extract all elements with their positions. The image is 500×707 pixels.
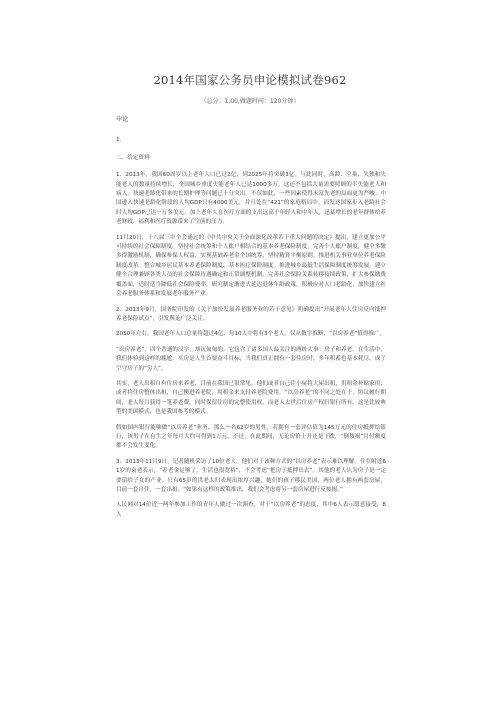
document-subtitle: （总分：1.00,做题时间：120分钟） <box>200 98 300 105</box>
question-number: 1. <box>116 137 122 144</box>
section-heading: 申论 <box>116 116 129 123</box>
paragraph: 3．2013年11月9日，记者随机采访了10位老人，他们对于该种方式的“以房养老”表示难以理解。住在附近61岁的袁老表示，“养老金足够了，生活也很宽裕”，不会考虑“把房子抵押出去”。其他的老人认为房子是一定要留给子女的产业。只有65岁的洪老太归表现出浓厚兴趣，她们的孩子移民美国，两位老人拥有两套房屋，目前一套自住，一套出租。“如果有这样的政策推出，我们会考虑将另一套房屋进行反按揭。” <box>116 458 386 493</box>
paragraph: 其实，老人出租自有住房来养老，目前在我国已很常见。他们或者自己住小屋将大屋出租，用租金补贴家用；或者将住房整体出租，自己搬进养老院，用租金来支付养老院费用。“以房养老”的不同之处在于，协议履行期间，老人每月获得一笔养老费，同时保留住房的完整使用权，而老人去世后住房产权归银行所有。这是比较典型的美国模式，也是我国参考的模式。 <box>116 380 386 416</box>
document-title: 2014年国家公务员申论模拟试卷962 <box>153 73 347 87</box>
material-heading: 二、给定资料 <box>116 154 150 161</box>
paragraph: 2050年左右，我国老年人口总量将超过4亿，每10人中将有3个老人。仅从数字推断，“以房养老”值得推广。 <box>116 331 386 338</box>
paragraph: 2．2013年9月，国务院印发的《关于加快发展养老服务业的若干意见》明确提出“开展老年人住房反向抵押养老保险试点”，引发舆论广泛关注。 <box>116 306 386 322</box>
paragraph: 人民网对14位近一两年参加工作的青年人做过一次调查，对于“以房养老”的态度，其中6人表示愿意接受，8人 <box>116 502 386 518</box>
paragraph: 假如国内银行能够做“以房养老”业务，那么一名62岁的男性，若拥有一套评估值为145万元的住房抵押给银行，该男子在有生之年每月大约可得到1万元。不过，在此期间，无论房价上升还是下跌，“倒按揭”月付额度都不会发生变化。 <box>116 424 386 450</box>
paragraph: 1．2013年，我国60周岁以上老年人口已过2亿，到2025年将突破3亿。与此同时，高龄、空巢、失独和失能老人的数量持续增长，全国城乡重度失能老年人已达1000多万，这还不包括大量需要照顾的半失能老人和病人。快速老龄化带来的长期护理等问题已十分突出。不仅如此，一些因素使得未富先老的局面更为严峻：中国进入快速老龄化阶段的人均GDP只有4000美元，并且处在“421”的家庭格局中，而发达国家步入老龄社会时人均GDP已达一万多美元。加上老年人在医疗方面的支出远高于年轻人和中年人，迅猛增长的老年群体给养老财政、福利和医疗资源带来了空前的压力。 <box>116 172 386 226</box>
document-body <box>116 115 386 526</box>
paragraph: 11月20日，十八届三中全会通过的《中共中央关于全面深化改革若干重大问题的决定》提出，建立更加公平可持续的社会保障制度。坚持社会统筹和个人账户相结合的基本养老保险制度，完善个人账户制度，健全多缴多得激励机制，确保参保人权益，实现基础养老金全国统筹，坚持精算平衡原则。推进机关事业单位养老保险制度改革。整合城乡居民基本养老保险制度、基本医疗保险制度。推进城乡最低生活保障制度统筹发展。建立健全合理兼顾各类人员的社会保障待遇确定和正常调整机制。完善社会保险关系转移接续政策，扩大参保缴费覆盖面，适时适当降低社会保险费率。研究制定渐进式延迟退休年龄政策。积极应对人口老龄化，加快建立社会养老服务体系和发展老年服务产业。 <box>116 234 386 298</box>
paragraph: “以房养老”，四个普通的汉字，却沉甸甸的。它包含了诸多国人最关注的两桩大事：房子和养老。在生活中，我们体验到这样的尴尬：买房是人生首要奋斗目标，当我们真正拥有一套住房时，多年积蓄也基本耗尽，成了空守房子的“穷人”。 <box>116 346 386 372</box>
